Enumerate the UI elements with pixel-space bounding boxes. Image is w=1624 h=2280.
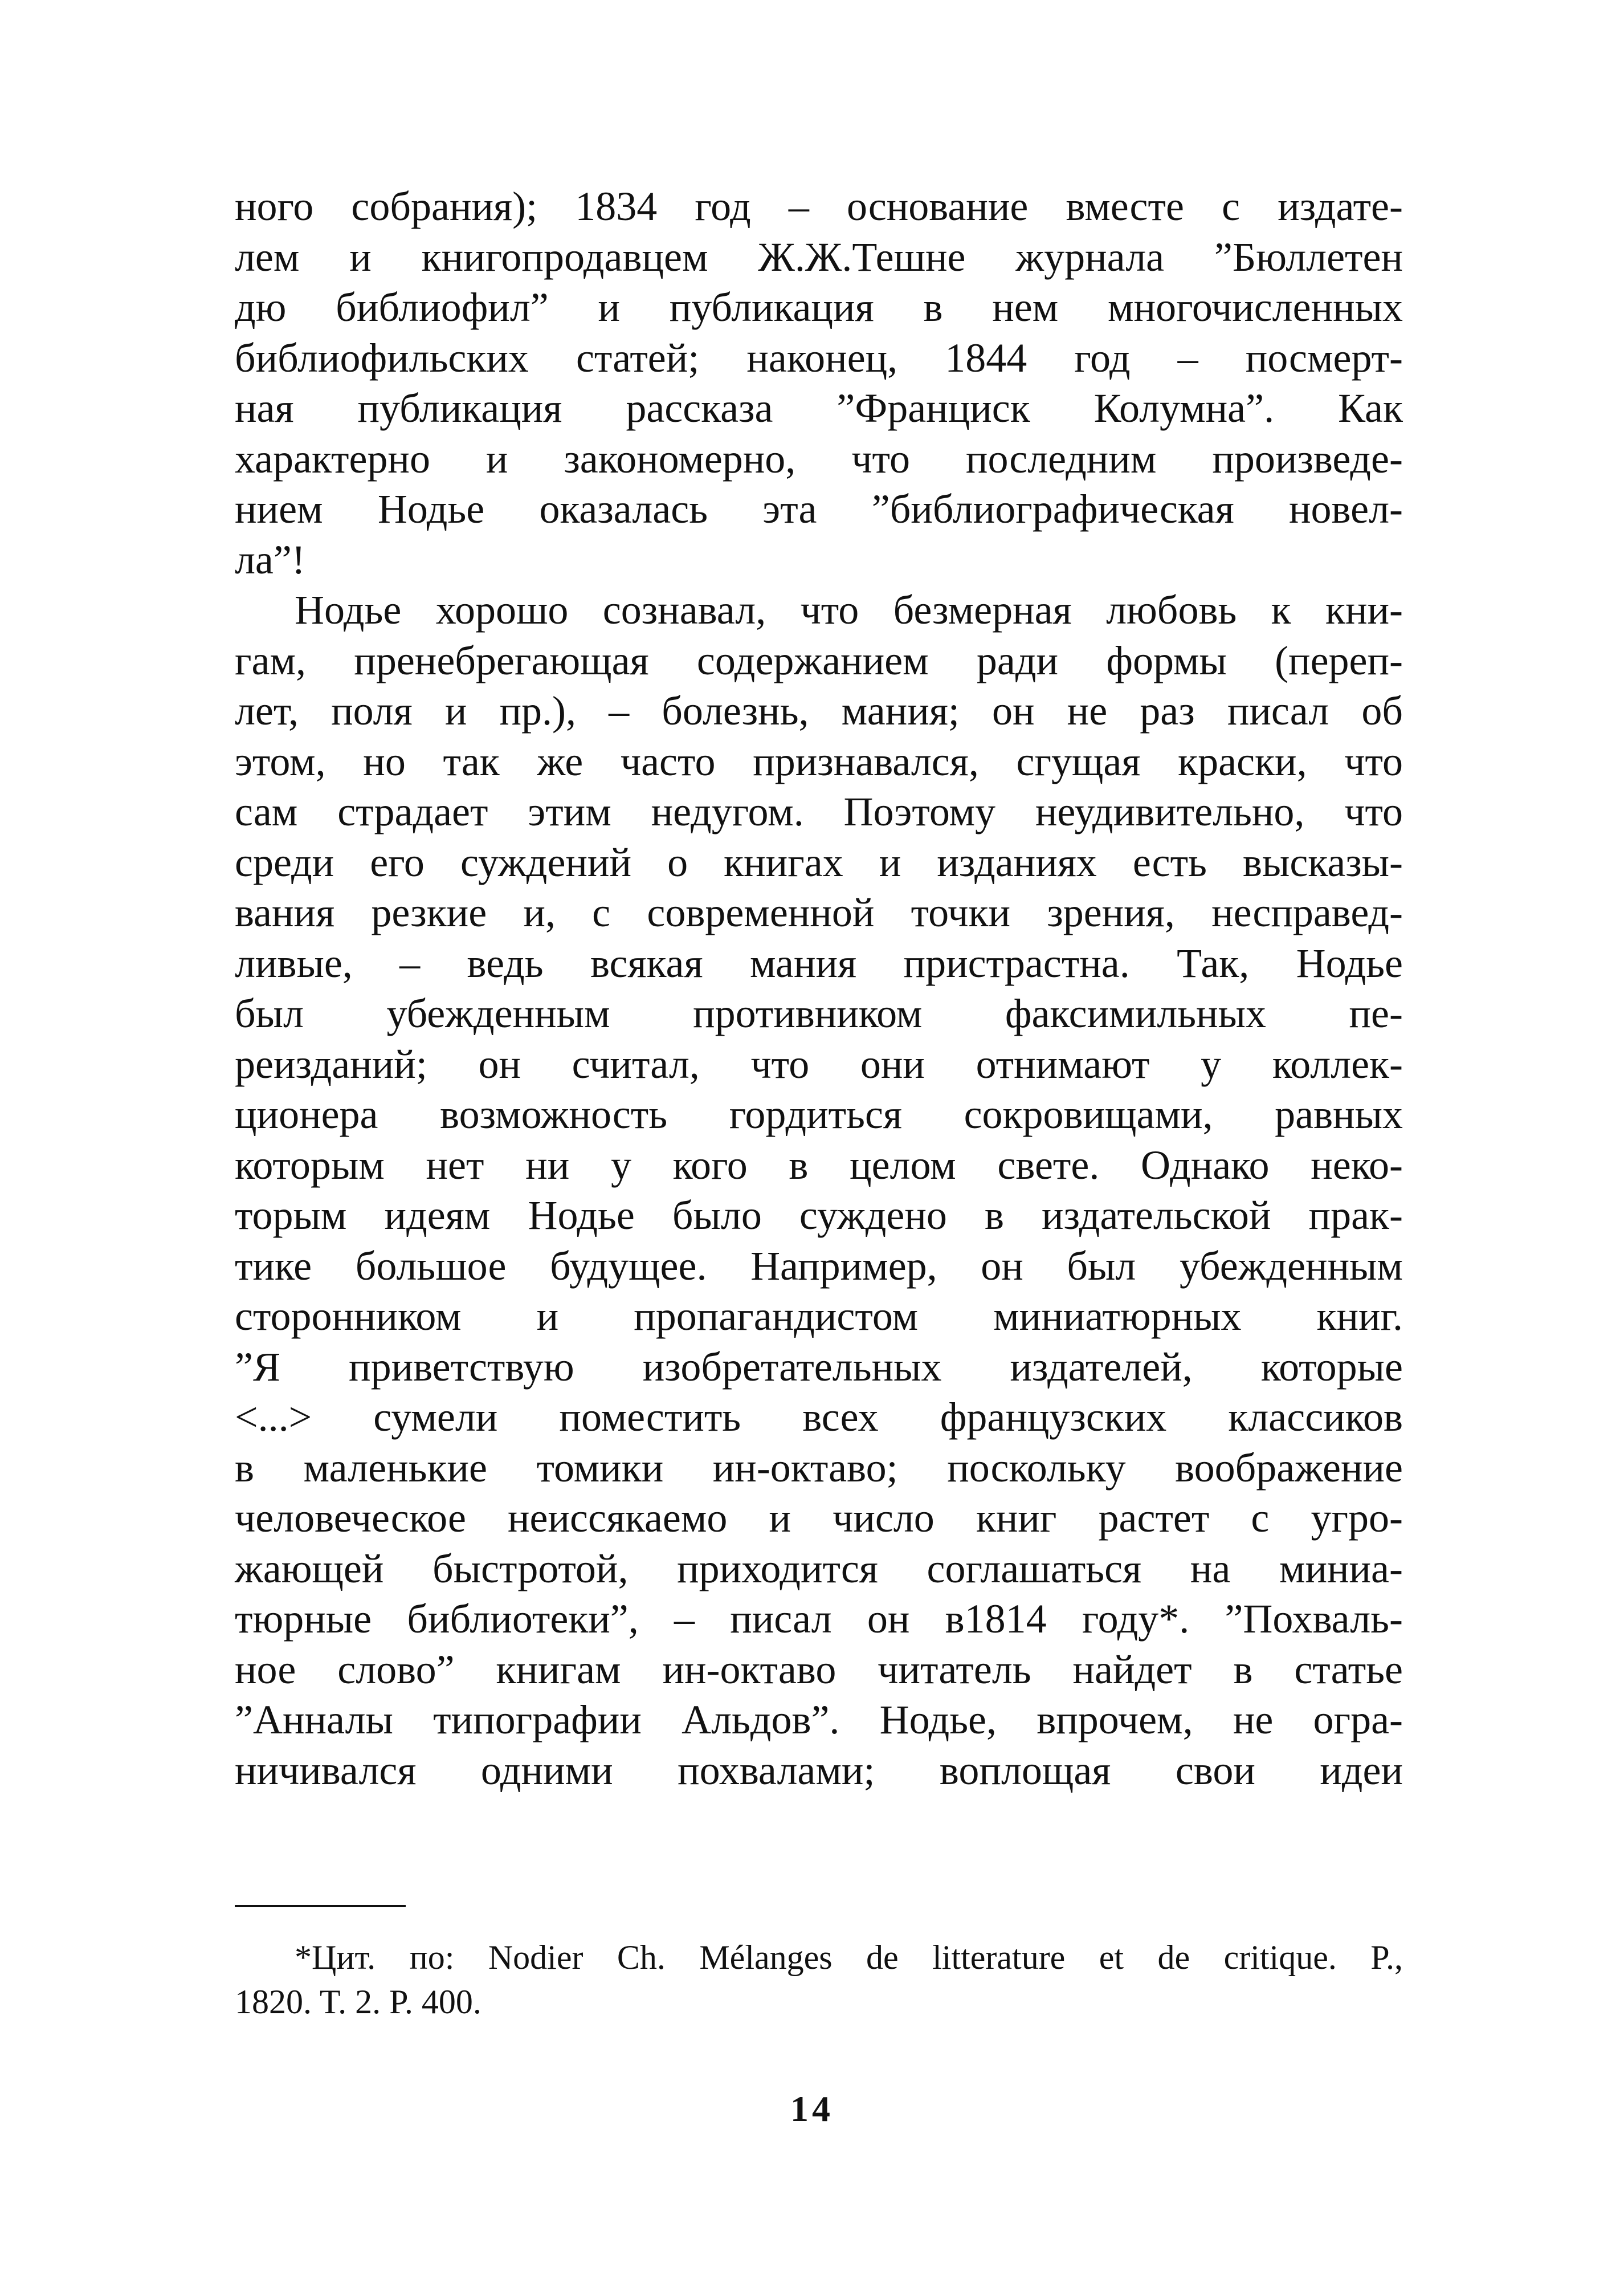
text-line: ”Я приветствую изобретательных издателей, которые (235, 1343, 1403, 1390)
text-line: лем и книгопродавцем Ж.Ж.Тешне журнала ”Бюллетен (235, 234, 1403, 280)
text-line: нием Нодье оказалась эта ”библиографическая новел- (235, 486, 1403, 532)
text-line: сторонником и пропагандистом миниатюрных книг. (235, 1293, 1403, 1339)
text-line: ционера возможность гордиться сокровищами, равных (235, 1092, 1403, 1137)
text-line: ”Анналы типографии Альдов”. Нодье, впрочем, не огра- (235, 1697, 1403, 1742)
text-line: ла”! (235, 536, 305, 583)
footnote (235, 1935, 1403, 2024)
text-line: характерно и закономерно, что последним произведе- (235, 435, 1403, 482)
text-line: Нодье хорошо сознавал, что безмерная любовь к кни- (295, 587, 1403, 633)
text-line: <...> сумели поместить всех французских классиков (235, 1394, 1403, 1440)
text-line: в маленькие томики ин-октаво; поскольку воображение (235, 1444, 1403, 1491)
text-line: лет, поля и пр.), – болезнь, мания; он не раз писал об (235, 688, 1403, 734)
text-line: реизданий; он считал, что они отнимают у коллек- (235, 1041, 1403, 1087)
text-line: был убежденным противником факсимильных пе- (235, 991, 1403, 1036)
footnote-line: 1820. T. 2. P. 400. (235, 1983, 482, 2021)
page-number: 14 (790, 2088, 834, 2129)
text-line: ная публикация рассказа ”Франциск Колумна”. Как (235, 385, 1403, 431)
text-line: которым нет ни у кого в целом свете. Однако неко- (235, 1142, 1403, 1188)
footnote-divider (235, 1905, 406, 1907)
text-line: ливые, – ведь всякая мания пристрастна. Так, Нодье (235, 940, 1403, 986)
main-text (235, 181, 1403, 1795)
text-line: вания резкие и, с современной точки зрения, несправед- (235, 890, 1403, 935)
text-line: сам страдает этим недугом. Поэтому неудивительно, что (235, 789, 1403, 834)
text-line: библиофильских статей; наконец, 1844 год – посмерт- (235, 335, 1403, 381)
text-line: ного собрания); 1834 год – основание вместе с издате- (235, 184, 1403, 229)
text-line: ничивался одними похвалами; воплощая свои идеи (235, 1747, 1403, 1793)
text-line: гам, пренебрегающая содержанием ради формы (переп- (235, 637, 1403, 683)
text-line: ное слово” книгам ин-октаво читатель найдет в статье (235, 1646, 1403, 1692)
text-line: этом, но так же часто признавался, сгущая краски, что (235, 738, 1403, 784)
text-line: тюрные библиотеки”, – писал он в1814 году*. ”Похваль- (235, 1596, 1403, 1642)
footnote-line: *Цит. по: Nodier Ch. Mélanges de litterature et de critique. P., (295, 1939, 1403, 1976)
text-line: тике большое будущее. Например, он был убежденным (235, 1243, 1403, 1289)
text-line: человеческое неиссякаемо и число книг растет с угро- (235, 1495, 1403, 1541)
text-line: дю библиофил” и публикация в нем многочисленных (235, 284, 1403, 330)
text-line: торым идеям Нодье было суждено в издательской прак- (235, 1192, 1403, 1238)
text-line: среди его суждений о книгах и изданиях есть высказы- (235, 839, 1403, 885)
text-line: жающей быстротой, приходится соглашаться на миниа- (235, 1545, 1403, 1591)
